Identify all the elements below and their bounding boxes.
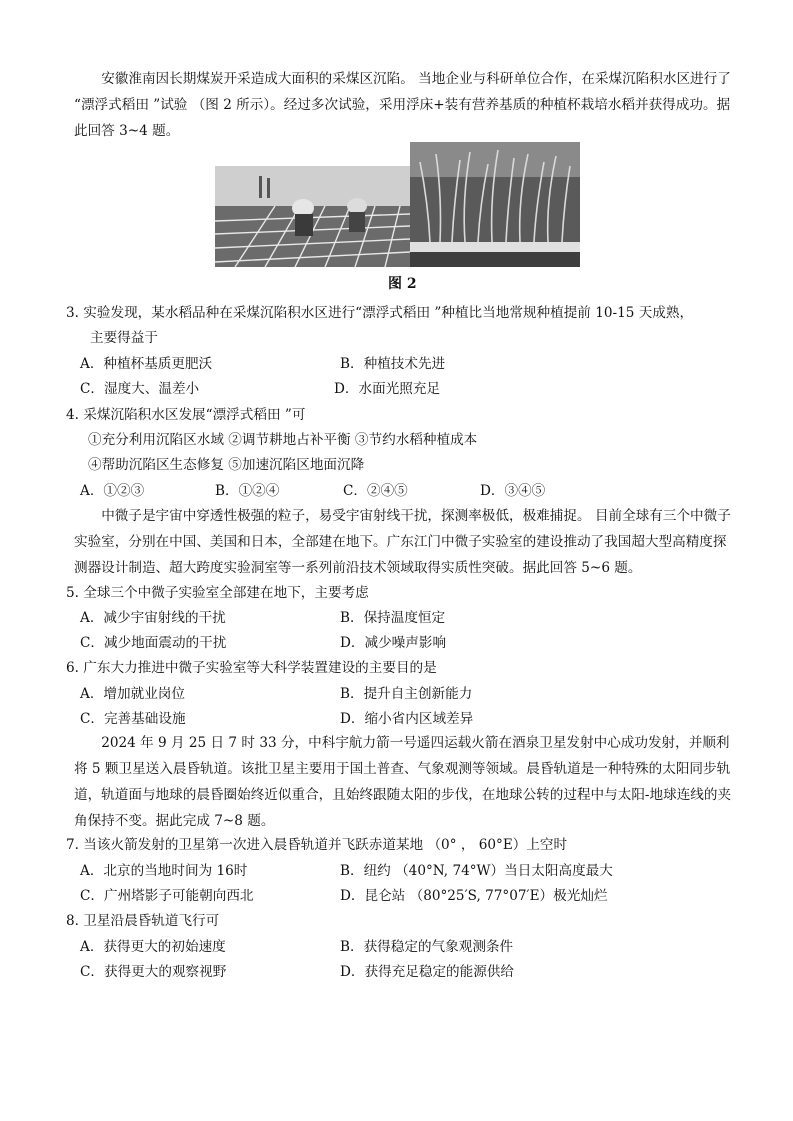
q7-option-c: C．广州塔影子可能朝向西北 <box>80 888 254 904</box>
q7-option-d: D．昆仑站 （80°25′S, 77°07′E）极光灿烂 <box>340 888 608 904</box>
q5-option-b: B．保持温度恒定 <box>340 610 446 626</box>
q4-option-b: B．①②④ <box>215 483 280 499</box>
photo-workers-on-floating-beds <box>215 166 410 267</box>
q8-stem: 8. 卫星沿晨昏轨道飞行可 <box>66 913 220 929</box>
q4-items-2: ④帮助沉陷区生态修复 ⑤加速沉陷区地面沉降 <box>88 457 365 473</box>
q3-stem-cont: 主要得益于 <box>90 330 158 346</box>
figure-caption: 图 2 <box>388 276 417 292</box>
q8-option-b: B．获得稳定的气象观测条件 <box>340 939 514 955</box>
q6-stem: 6. 广东大力推进中微子实验室等大科学装置建设的主要目的是 <box>66 660 437 676</box>
q4-option-c: C．②④⑤ <box>343 483 408 499</box>
q4-stem: 4. 采煤沉陷积水区发展“漂浮式稻田 ”可 <box>66 407 306 423</box>
q3-stem: 3. 实验发现，某水稻品种在采煤沉陷积水区进行“漂浮式稻田 ”种植比当地常规种植提前 10-15 天成熟， <box>66 305 694 321</box>
q8-option-c: C．获得更大的观察视野 <box>80 964 227 980</box>
q3-option-b: B．种植技术先进 <box>340 356 446 372</box>
q3-option-a: A．种植杯基质更肥沃 <box>80 356 213 372</box>
q5-option-a: A．减少宇宙射线的干扰 <box>80 610 226 626</box>
q6-option-d: D．缩小省内区域差异 <box>340 711 474 727</box>
q4-option-a: A．①②③ <box>80 483 145 499</box>
q7-option-a: A．北京的当地时间为 16时 <box>80 863 248 879</box>
q8-option-d: D．获得充足稳定的能源供给 <box>340 964 515 980</box>
photo-workers-graphic <box>215 166 410 267</box>
q6-option-a: A．增加就业岗位 <box>80 686 185 702</box>
q4-items-1: ①充分利用沉陷区水域 ②调节耕地占补平衡 ③节约水稻种植成本 <box>88 432 478 448</box>
q3-option-c: C．湿度大、温差小 <box>80 381 200 397</box>
q5-option-c: C．减少地面震动的干扰 <box>80 635 227 651</box>
q3-option-d: D．水面光照充足 <box>334 381 441 397</box>
q6-option-c: C．完善基础设施 <box>80 711 186 727</box>
passage-satellite: 2024 年 9 月 25 日 7 时 33 分，中科宇航力箭一号遥四运载火箭在酒泉卫星发射中心成功发射，并顺利将 5 颗卫星送入晨昏轨道。该批卫星主要用于国土普查、气象观测等领域。晨昏轨道是一种特殊的太阳同步轨道，轨道面与地球的晨昏圈始终近似重合，且始终跟随太阳的步伐，在地球公转的过程中与太阳-地球连线的夹角保持不变。据此完成 7~8 题。 <box>74 735 732 829</box>
photo-rice-plants <box>410 142 580 267</box>
photo-rice-graphic <box>410 142 580 267</box>
passage-neutrino: 中微子是宇宙中穿透性极强的粒子，易受宇宙射线干扰，探测率极低，极难捕捉。 目前全球有三个中微子实验室，分别在中国、美国和日本，全部建在地下。广东江门中微子实验室的建设推动了我国超大型高精度探测器设计制造、超大跨度实验洞室等一系列前沿技术领域取得实质性突破。据此回答 5~6 题。 <box>74 508 731 576</box>
q7-option-b: B．纽约 （40°N, 74°W）当日太阳高度最大 <box>340 863 613 879</box>
q5-option-d: D．减少噪声影响 <box>340 635 447 651</box>
q8-option-a: A．获得更大的初始速度 <box>80 939 226 955</box>
q6-option-b: B．提升自主创新能力 <box>340 686 473 702</box>
q7-stem: 7. 当该火箭发射的卫星第一次进入晨昏轨道并飞跃赤道某地 （0° ， 60°E）上空时 <box>66 837 568 853</box>
passage-rice-paddy: 安徽淮南因长期煤炭开采造成大面积的采煤区沉陷。 当地企业与科研单位合作，在采煤沉陷积水区进行了 “漂浮式稻田 ”试验 （图 2 所示）。经过多次试验，采用浮床+装有营养基质的种植杯栽培水稻并获得成功。据此回答 3~4 题。 <box>74 71 731 139</box>
q5-stem: 5. 全球三个中微子实验室全部建在地下，主要考虑 <box>66 585 369 601</box>
q4-option-d: D．③④⑤ <box>480 483 546 499</box>
